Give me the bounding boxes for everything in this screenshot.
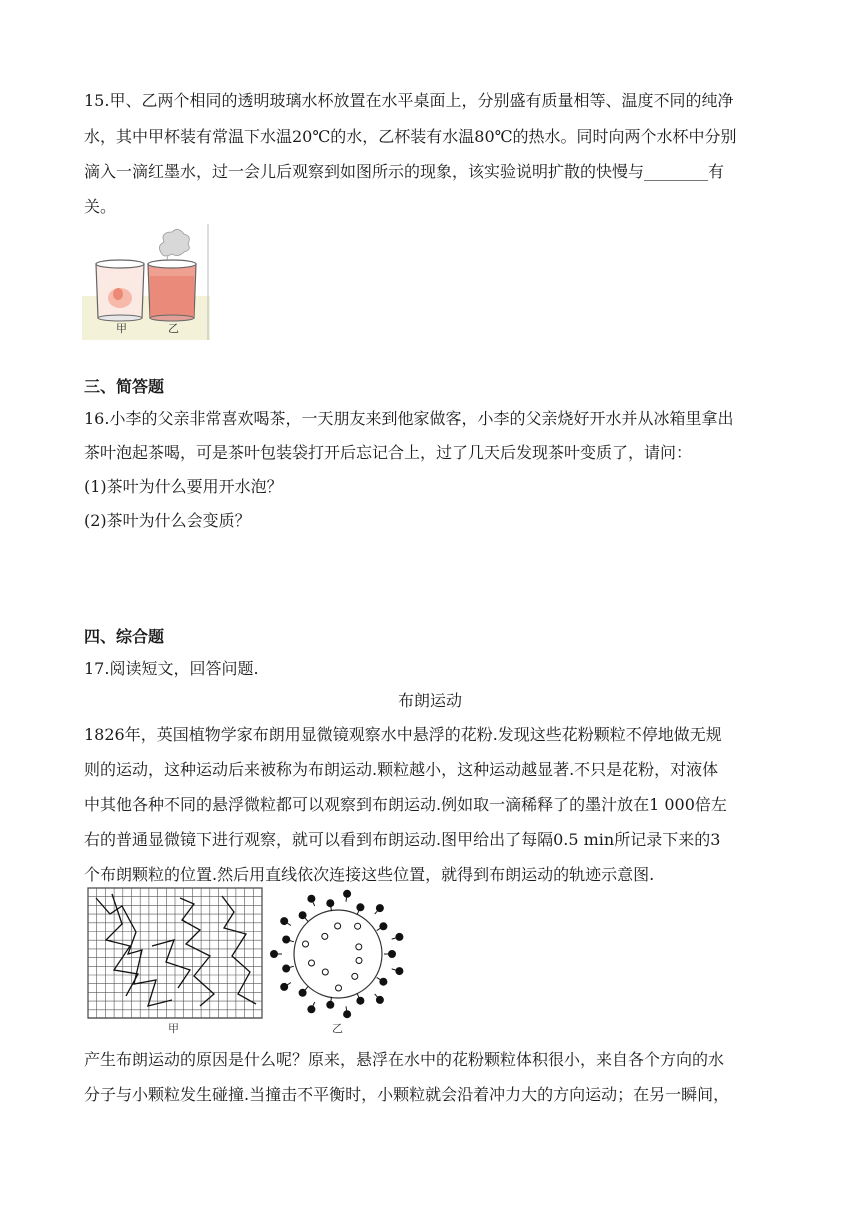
- water-molecule: [356, 903, 364, 911]
- q17-para1-line-4: 右的普通显微镜下进行观察，就可以看到布朗运动.图甲给出了每隔0.5 min所记录下来的3: [84, 830, 721, 849]
- particle: [356, 958, 362, 964]
- q17-para1-line-2: 则的运动，这种运动后来被称为布朗运动.颗粒越小，这种运动越显著.不只是花粉，对液体: [84, 760, 719, 779]
- q17-para1-line-1: 1826年，英国植物学家布朗用显微镜观察水中悬浮的花粉.发现这些花粉颗粒不停地做无规: [84, 725, 722, 744]
- beaker-label-right: 乙: [168, 322, 179, 335]
- water-molecule: [356, 997, 364, 1005]
- particle: [355, 923, 361, 929]
- brownian-grid-figure: [88, 888, 262, 1035]
- article-title: 布朗运动: [397, 691, 462, 710]
- q16-line-1: 16.小李的父亲非常喜欢喝茶，一天朋友来到他家做客，小李的父亲烧好开水并从冰箱里拿出: [84, 409, 734, 428]
- q15-line-3: 滴入一滴红墨水，过一会儿后观察到如图所示的现象，该实验说明扩散的快慢与________有: [84, 162, 725, 181]
- section-3-title: 三、简答题: [84, 377, 165, 396]
- section-4-title: 四、综合题: [84, 627, 165, 646]
- q15-line-2: 水，其中甲杯装有常温下水温20℃的水，乙杯装有水温80℃的热水。同时向两个水杯中分别: [84, 127, 737, 146]
- q17-para1-line-5: 个布朗颗粒的位置.然后用直线依次连接这些位置，就得到布朗运动的轨迹示意图.: [84, 865, 655, 884]
- q17-intro: 17.阅读短文，回答问题.: [84, 659, 259, 678]
- beaker-right-icon: [148, 260, 196, 321]
- water-molecule: [379, 922, 387, 930]
- q17-para2-line-1: 产生布朗运动的原因是什么呢？原来，悬浮在水中的花粉颗粒体积很小，来自各个方向的水: [84, 1050, 725, 1069]
- particle: [322, 969, 328, 975]
- beaker-label-left: 甲: [116, 322, 127, 335]
- beaker-left-icon: [96, 260, 144, 321]
- q16-sub-2: (2)茶叶为什么会变质？: [84, 511, 251, 530]
- particle: [352, 973, 358, 979]
- particle: [336, 985, 342, 991]
- water-molecule: [379, 978, 387, 986]
- figure-label-right: 乙: [332, 1022, 343, 1035]
- particle: [309, 960, 315, 966]
- figure-label-left: 甲: [168, 1022, 179, 1035]
- q15-line-1: 15.甲、乙两个相同的透明玻璃水杯放置在水平桌面上，分别盛有质量相等、温度不同的纯净: [84, 91, 734, 110]
- particle: [356, 944, 362, 950]
- particle: [335, 923, 341, 929]
- particle: [303, 941, 309, 947]
- q15-line-4: 关。: [84, 197, 117, 216]
- q16-sub-1: (1)茶叶为什么要用开水泡？: [84, 477, 283, 496]
- q17-para2-line-2: 分子与小颗粒发生碰撞.当撞击不平衡时，小颗粒就会沿着冲力大的方向运动；在另一瞬间，: [84, 1085, 730, 1104]
- brownian-figure: [82, 884, 412, 1036]
- molecule-figure: [270, 890, 403, 1035]
- q17-para1-line-3: 中其他各种不同的悬浮微粒都可以观察到布朗运动.例如取一滴稀释了的墨汁放在1 000倍左: [84, 795, 727, 814]
- q16-line-2: 茶叶泡起茶喝，可是茶叶包装袋打开后忘记合上，过了几天后发现茶叶变质了，请问：: [84, 443, 693, 462]
- beakers-figure: [82, 224, 210, 340]
- particle: [322, 933, 328, 939]
